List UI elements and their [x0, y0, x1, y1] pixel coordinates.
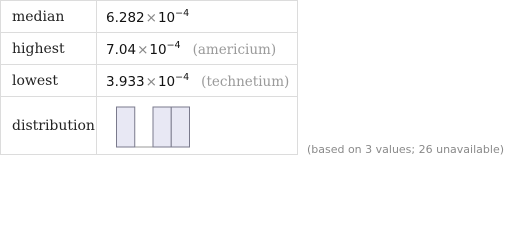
value-base: 10	[157, 73, 176, 90]
row-label-distribution: distribution	[1, 97, 97, 155]
table-row	[1, 33, 298, 65]
table-row	[1, 97, 298, 155]
statistics-table	[0, 0, 298, 155]
row-label-highest: highest	[1, 33, 97, 65]
value-base: 10	[149, 41, 167, 58]
histogram-container	[106, 97, 297, 154]
distribution-cell	[97, 97, 298, 155]
times-sign: ×	[145, 73, 157, 90]
table-row	[1, 65, 298, 97]
value-mantissa: 7.04	[106, 41, 137, 58]
value-mantissa: 6.282	[106, 9, 145, 26]
times-sign: ×	[145, 9, 157, 26]
histogram-bar-bin1	[117, 107, 135, 147]
element-note: (technetium)	[201, 73, 290, 90]
table-row	[1, 1, 298, 33]
value-base: 10	[157, 9, 176, 26]
distribution-histogram	[115, 106, 191, 148]
row-label-median: median	[1, 1, 97, 33]
row-label-lowest: lowest	[1, 65, 97, 97]
value-exponent: −4	[175, 71, 190, 83]
median-value	[97, 1, 298, 33]
value-exponent: −4	[175, 7, 190, 19]
lowest-value	[97, 65, 298, 97]
element-note: (americium)	[192, 41, 277, 58]
histogram-bar-bin3	[153, 107, 171, 147]
highest-value	[97, 33, 298, 65]
histogram-bar-bin4	[171, 107, 189, 147]
value-mantissa: 3.933	[106, 73, 145, 90]
times-sign: ×	[137, 41, 149, 58]
value-exponent: −4	[166, 39, 181, 51]
footnote: (based on 3 values; 26 unavailable)	[306, 143, 504, 156]
